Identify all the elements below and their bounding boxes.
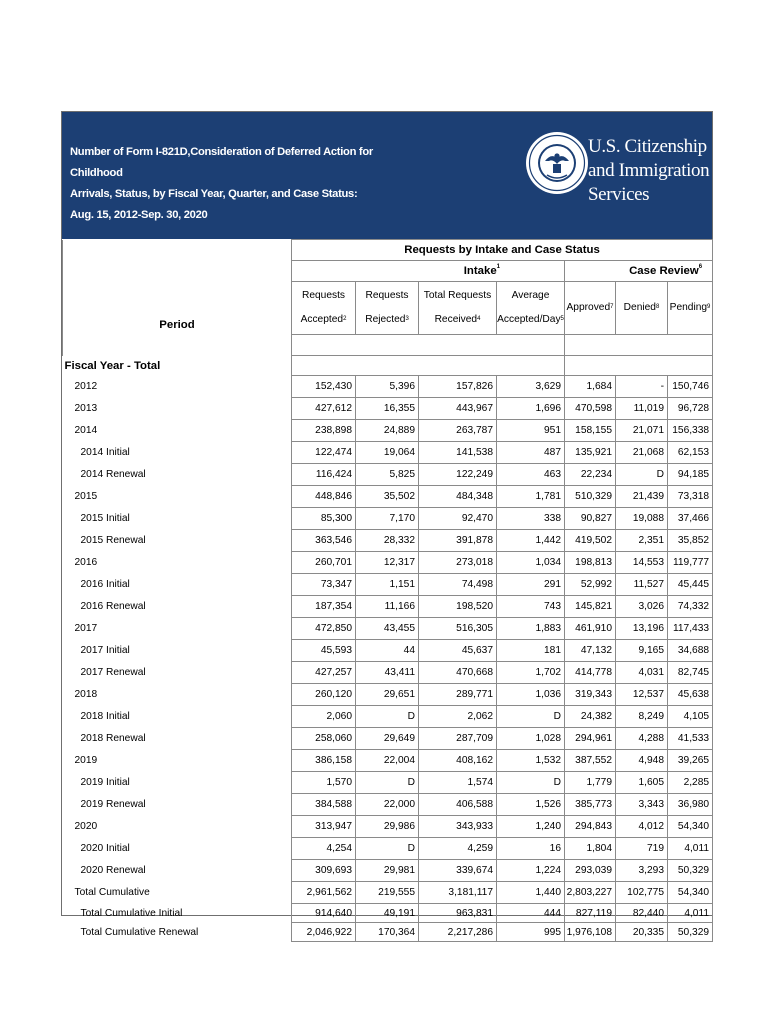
value-cell: 743 xyxy=(497,596,565,618)
value-cell: 74,498 xyxy=(419,574,497,596)
column-header xyxy=(668,282,713,335)
period-cell: 2015 xyxy=(63,486,292,508)
value-cell: 170,364 xyxy=(356,923,419,942)
column-header-line2 xyxy=(356,308,418,332)
value-cell: 1,574 xyxy=(419,772,497,794)
value-cell: 45,593 xyxy=(292,640,356,662)
value-cell: 487 xyxy=(497,442,565,464)
value-cell: 24,889 xyxy=(356,420,419,442)
value-cell: 472,850 xyxy=(292,618,356,640)
value-cell: 21,439 xyxy=(616,486,668,508)
column-header xyxy=(565,282,616,335)
value-cell: 427,612 xyxy=(292,398,356,420)
table-row xyxy=(63,618,713,640)
report-title-line: Arrivals, Status, by Fiscal Year, Quarter, and Case Status: xyxy=(70,188,358,200)
value-cell: 293,039 xyxy=(565,860,616,882)
footnote-marker: 9 xyxy=(707,304,711,310)
value-cell: 50,329 xyxy=(668,860,713,882)
table-row xyxy=(63,442,713,464)
value-cell: 141,538 xyxy=(419,442,497,464)
value-cell: 4,105 xyxy=(668,706,713,728)
value-cell: 1,976,108 xyxy=(565,923,616,942)
table-row xyxy=(63,464,713,486)
period-cell: 2019 xyxy=(63,750,292,772)
value-cell: 198,520 xyxy=(419,596,497,618)
value-cell: 52,992 xyxy=(565,574,616,596)
value-cell: 1,442 xyxy=(497,530,565,552)
value-cell: 20,335 xyxy=(616,923,668,942)
value-cell: 1,526 xyxy=(497,794,565,816)
value-cell: 463 xyxy=(497,464,565,486)
report-title xyxy=(70,142,410,226)
column-header-line2 xyxy=(497,308,564,332)
period-cell: 2014 Initial xyxy=(63,442,292,464)
value-cell: 406,588 xyxy=(419,794,497,816)
value-cell: 74,332 xyxy=(668,596,713,618)
value-cell: 387,552 xyxy=(565,750,616,772)
value-cell: 8,249 xyxy=(616,706,668,728)
value-cell: 35,502 xyxy=(356,486,419,508)
period-cell: 2012 xyxy=(63,376,292,398)
value-cell: 470,598 xyxy=(565,398,616,420)
value-cell: 4,288 xyxy=(616,728,668,750)
column-header-line2 xyxy=(616,282,667,334)
value-cell: 62,153 xyxy=(668,442,713,464)
value-cell: 3,181,117 xyxy=(419,882,497,904)
value-cell: 2,351 xyxy=(616,530,668,552)
value-cell: 827,119 xyxy=(565,904,616,923)
value-cell: D xyxy=(616,464,668,486)
intake-header xyxy=(292,261,565,282)
value-cell: 294,843 xyxy=(565,816,616,838)
value-cell: 54,340 xyxy=(668,882,713,904)
value-cell: 34,688 xyxy=(668,640,713,662)
value-cell: 49,191 xyxy=(356,904,419,923)
case-review-header-label: Case Review xyxy=(629,265,699,277)
value-cell: 145,821 xyxy=(565,596,616,618)
column-header-line1: Average xyxy=(511,290,550,301)
value-cell: 294,961 xyxy=(565,728,616,750)
header-banner xyxy=(62,112,712,239)
value-cell: 11,166 xyxy=(356,596,419,618)
agency-name-line: U.S. Citizenship xyxy=(588,136,707,157)
value-cell: 3,026 xyxy=(616,596,668,618)
value-cell: 1,696 xyxy=(497,398,565,420)
period-cell: 2016 xyxy=(63,552,292,574)
spacer-cell xyxy=(292,356,565,376)
value-cell: 82,745 xyxy=(668,662,713,684)
value-cell: 273,018 xyxy=(419,552,497,574)
footnote-marker: 3 xyxy=(405,316,409,322)
column-header-line1: Requests xyxy=(365,290,409,301)
value-cell: 39,265 xyxy=(668,750,713,772)
value-cell: 258,060 xyxy=(292,728,356,750)
period-cell: 2018 Renewal xyxy=(63,728,292,750)
value-cell: 102,775 xyxy=(616,882,668,904)
value-cell: 22,004 xyxy=(356,750,419,772)
case-review-header xyxy=(565,261,713,282)
value-cell: 152,430 xyxy=(292,376,356,398)
value-cell: 260,120 xyxy=(292,684,356,706)
column-header xyxy=(616,282,668,335)
value-cell: 4,948 xyxy=(616,750,668,772)
footnote-marker: 7 xyxy=(610,304,614,310)
period-cell: 2014 xyxy=(63,420,292,442)
value-cell: 963,831 xyxy=(419,904,497,923)
value-cell: 19,088 xyxy=(616,508,668,530)
value-cell: 19,064 xyxy=(356,442,419,464)
value-cell: 150,746 xyxy=(668,376,713,398)
table-row xyxy=(63,923,713,942)
value-cell: D xyxy=(497,772,565,794)
value-cell: 4,011 xyxy=(668,838,713,860)
period-cell: 2020 xyxy=(63,816,292,838)
value-cell: 5,396 xyxy=(356,376,419,398)
value-cell: 156,338 xyxy=(668,420,713,442)
value-cell: 11,527 xyxy=(616,574,668,596)
value-cell: 287,709 xyxy=(419,728,497,750)
value-cell: 384,588 xyxy=(292,794,356,816)
period-cell: 2017 xyxy=(63,618,292,640)
value-cell: 73,347 xyxy=(292,574,356,596)
value-cell: 119,777 xyxy=(668,552,713,574)
value-cell: 54,340 xyxy=(668,816,713,838)
value-cell: 443,967 xyxy=(419,398,497,420)
value-cell: 158,155 xyxy=(565,420,616,442)
value-cell: D xyxy=(356,838,419,860)
table-row xyxy=(63,816,713,838)
value-cell: 12,537 xyxy=(616,684,668,706)
dhs-seal-icon xyxy=(525,131,589,195)
value-cell: 461,910 xyxy=(565,618,616,640)
period-cell: 2020 Initial xyxy=(63,838,292,860)
column-header-label: Received xyxy=(434,314,478,325)
column-header-label: Accepted/Day xyxy=(497,314,561,325)
value-cell: 1,034 xyxy=(497,552,565,574)
value-cell: 90,827 xyxy=(565,508,616,530)
value-cell: 9,165 xyxy=(616,640,668,662)
table-row xyxy=(63,420,713,442)
value-cell: 198,813 xyxy=(565,552,616,574)
value-cell: 2,285 xyxy=(668,772,713,794)
value-cell: 47,132 xyxy=(565,640,616,662)
value-cell: 35,852 xyxy=(668,530,713,552)
value-cell: D xyxy=(356,772,419,794)
value-cell: 96,728 xyxy=(668,398,713,420)
table-row xyxy=(63,772,713,794)
table-row xyxy=(63,398,713,420)
value-cell: 1,883 xyxy=(497,618,565,640)
value-cell: 1,028 xyxy=(497,728,565,750)
value-cell: 45,445 xyxy=(668,574,713,596)
table-row xyxy=(63,552,713,574)
period-header: Period xyxy=(63,240,292,335)
value-cell: 2,217,286 xyxy=(419,923,497,942)
value-cell: 2,062 xyxy=(419,706,497,728)
table-row xyxy=(63,662,713,684)
value-cell: 385,773 xyxy=(565,794,616,816)
value-cell: 41,533 xyxy=(668,728,713,750)
period-cell: Total Cumulative Renewal xyxy=(63,923,292,942)
value-cell: 363,546 xyxy=(292,530,356,552)
period-cell: 2015 Initial xyxy=(63,508,292,530)
period-cell: 2018 xyxy=(63,684,292,706)
period-cell: 2016 Initial xyxy=(63,574,292,596)
value-cell: 289,771 xyxy=(419,684,497,706)
table-row xyxy=(63,838,713,860)
table-row xyxy=(63,904,713,923)
table-row xyxy=(63,486,713,508)
value-cell: 29,649 xyxy=(356,728,419,750)
report-title-line: Aug. 15, 2012-Sep. 30, 2020 xyxy=(70,209,208,221)
period-cell: 2018 Initial xyxy=(63,706,292,728)
period-cell: 2019 Initial xyxy=(63,772,292,794)
value-cell: 157,826 xyxy=(419,376,497,398)
value-cell: 16 xyxy=(497,838,565,860)
value-cell: 419,502 xyxy=(565,530,616,552)
value-cell: 29,986 xyxy=(356,816,419,838)
value-cell: 2,046,922 xyxy=(292,923,356,942)
value-cell: 4,259 xyxy=(419,838,497,860)
value-cell: 1,781 xyxy=(497,486,565,508)
value-cell: 21,068 xyxy=(616,442,668,464)
column-header-line1: Requests xyxy=(301,290,346,301)
document-page xyxy=(61,111,713,938)
column-header-label: Rejected xyxy=(365,314,406,325)
value-cell: 2,060 xyxy=(292,706,356,728)
value-cell: 470,668 xyxy=(419,662,497,684)
footnote-marker: 8 xyxy=(655,304,660,310)
value-cell: 260,701 xyxy=(292,552,356,574)
statistics-table xyxy=(62,239,713,942)
value-cell: 1,779 xyxy=(565,772,616,794)
value-cell: 45,638 xyxy=(668,684,713,706)
period-cell: 2015 Renewal xyxy=(63,530,292,552)
value-cell: 343,933 xyxy=(419,816,497,838)
footnote-marker: 5 xyxy=(560,316,564,322)
value-cell: 444 xyxy=(497,904,565,923)
value-cell: 1,532 xyxy=(497,750,565,772)
value-cell: 13,196 xyxy=(616,618,668,640)
value-cell: 516,305 xyxy=(419,618,497,640)
period-cell: 2019 Renewal xyxy=(63,794,292,816)
value-cell: 391,878 xyxy=(419,530,497,552)
value-cell: 85,300 xyxy=(292,508,356,530)
value-cell: 1,570 xyxy=(292,772,356,794)
column-header-label: Pending xyxy=(669,302,708,313)
value-cell: 135,921 xyxy=(565,442,616,464)
value-cell: 1,036 xyxy=(497,684,565,706)
value-cell: - xyxy=(616,376,668,398)
value-cell: 1,702 xyxy=(497,662,565,684)
spacer-cell xyxy=(63,335,292,356)
column-header-label: Denied xyxy=(623,302,656,313)
value-cell: 2,961,562 xyxy=(292,882,356,904)
super-header: Requests by Intake and Case Status xyxy=(292,240,713,261)
period-cell: 2017 Initial xyxy=(63,640,292,662)
value-cell: 339,674 xyxy=(419,860,497,882)
value-cell: 4,012 xyxy=(616,816,668,838)
period-cell: 2016 Renewal xyxy=(63,596,292,618)
period-cell: Total Cumulative xyxy=(63,882,292,904)
spacer-cell xyxy=(565,335,713,356)
table-row xyxy=(63,728,713,750)
value-cell: 36,980 xyxy=(668,794,713,816)
value-cell: 181 xyxy=(497,640,565,662)
value-cell: 12,317 xyxy=(356,552,419,574)
table-row xyxy=(63,530,713,552)
value-cell: 4,011 xyxy=(668,904,713,923)
value-cell: 4,031 xyxy=(616,662,668,684)
value-cell: 28,332 xyxy=(356,530,419,552)
table-row xyxy=(63,794,713,816)
footnote-marker: 4 xyxy=(477,316,481,322)
table-row xyxy=(63,508,713,530)
agency-name-line: Services xyxy=(588,184,650,205)
value-cell: 1,804 xyxy=(565,838,616,860)
value-cell: 29,981 xyxy=(356,860,419,882)
footnote-marker: 6 xyxy=(698,264,703,270)
column-header xyxy=(497,282,565,335)
value-cell: 1,240 xyxy=(497,816,565,838)
value-cell: 1,605 xyxy=(616,772,668,794)
value-cell: 3,343 xyxy=(616,794,668,816)
value-cell: 1,684 xyxy=(565,376,616,398)
column-header xyxy=(356,282,419,335)
value-cell: 951 xyxy=(497,420,565,442)
value-cell: 24,382 xyxy=(565,706,616,728)
value-cell: 263,787 xyxy=(419,420,497,442)
value-cell: 43,455 xyxy=(356,618,419,640)
column-header-line1: Total Requests xyxy=(423,290,492,301)
agency-name-line: and Immigration xyxy=(588,160,710,181)
value-cell: 94,185 xyxy=(668,464,713,486)
value-cell: 21,071 xyxy=(616,420,668,442)
value-cell: 7,170 xyxy=(356,508,419,530)
footnote-marker: 2 xyxy=(343,316,347,322)
value-cell: 16,355 xyxy=(356,398,419,420)
value-cell: 448,846 xyxy=(292,486,356,508)
value-cell: 73,318 xyxy=(668,486,713,508)
value-cell: 4,254 xyxy=(292,838,356,860)
intake-header-label: Intake xyxy=(463,265,497,277)
column-header-line2 xyxy=(565,282,615,334)
value-cell: 122,249 xyxy=(419,464,497,486)
spacer-cell xyxy=(565,356,713,376)
value-cell: 3,293 xyxy=(616,860,668,882)
value-cell: 5,825 xyxy=(356,464,419,486)
period-cell: 2017 Renewal xyxy=(63,662,292,684)
value-cell: 319,343 xyxy=(565,684,616,706)
value-cell: 291 xyxy=(497,574,565,596)
value-cell: 22,000 xyxy=(356,794,419,816)
section-label: Fiscal Year - Total xyxy=(64,359,161,372)
footnote-marker: 1 xyxy=(496,264,500,270)
value-cell: 122,474 xyxy=(292,442,356,464)
column-header-line2 xyxy=(419,308,496,332)
column-header-label: Approved xyxy=(566,302,611,313)
column-header-line2 xyxy=(292,308,355,332)
value-cell: 44 xyxy=(356,640,419,662)
value-cell: 1,151 xyxy=(356,574,419,596)
agency-name xyxy=(588,135,709,207)
value-cell: 427,257 xyxy=(292,662,356,684)
table-row xyxy=(63,882,713,904)
value-cell: 386,158 xyxy=(292,750,356,772)
table-row xyxy=(63,706,713,728)
value-cell: 92,470 xyxy=(419,508,497,530)
column-header-line2 xyxy=(668,282,712,334)
value-cell: 3,629 xyxy=(497,376,565,398)
table-row xyxy=(63,574,713,596)
spacer-cell xyxy=(292,335,565,356)
value-cell: 187,354 xyxy=(292,596,356,618)
value-cell: 338 xyxy=(497,508,565,530)
value-cell: 29,651 xyxy=(356,684,419,706)
value-cell: 82,440 xyxy=(616,904,668,923)
period-cell: 2014 Renewal xyxy=(63,464,292,486)
value-cell: 414,778 xyxy=(565,662,616,684)
value-cell: 50,329 xyxy=(668,923,713,942)
value-cell: 995 xyxy=(497,923,565,942)
period-cell: 2013 xyxy=(63,398,292,420)
value-cell: 1,224 xyxy=(497,860,565,882)
period-cell: 2020 Renewal xyxy=(63,860,292,882)
value-cell: 117,433 xyxy=(668,618,713,640)
period-cell: Total Cumulative Initial xyxy=(63,904,292,923)
column-header-label: Accepted xyxy=(300,314,344,325)
table-row xyxy=(63,860,713,882)
report-title-line: Number of Form I-821D,Consideration of Deferred Action for Childhood xyxy=(70,146,373,179)
value-cell: 11,019 xyxy=(616,398,668,420)
value-cell: 14,553 xyxy=(616,552,668,574)
table-row xyxy=(63,750,713,772)
value-cell: 309,693 xyxy=(292,860,356,882)
table-row xyxy=(63,376,713,398)
value-cell: 37,466 xyxy=(668,508,713,530)
table-row xyxy=(63,640,713,662)
value-cell: 219,555 xyxy=(356,882,419,904)
value-cell: D xyxy=(356,706,419,728)
value-cell: D xyxy=(497,706,565,728)
value-cell: 408,162 xyxy=(419,750,497,772)
value-cell: 22,234 xyxy=(565,464,616,486)
value-cell: 116,424 xyxy=(292,464,356,486)
value-cell: 914,640 xyxy=(292,904,356,923)
value-cell: 45,637 xyxy=(419,640,497,662)
value-cell: 1,440 xyxy=(497,882,565,904)
value-cell: 238,898 xyxy=(292,420,356,442)
value-cell: 719 xyxy=(616,838,668,860)
table-row xyxy=(63,596,713,618)
column-header xyxy=(292,282,356,335)
table-row xyxy=(63,684,713,706)
value-cell: 313,947 xyxy=(292,816,356,838)
value-cell: 2,803,227 xyxy=(565,882,616,904)
value-cell: 484,348 xyxy=(419,486,497,508)
value-cell: 510,329 xyxy=(565,486,616,508)
column-header xyxy=(419,282,497,335)
value-cell: 43,411 xyxy=(356,662,419,684)
